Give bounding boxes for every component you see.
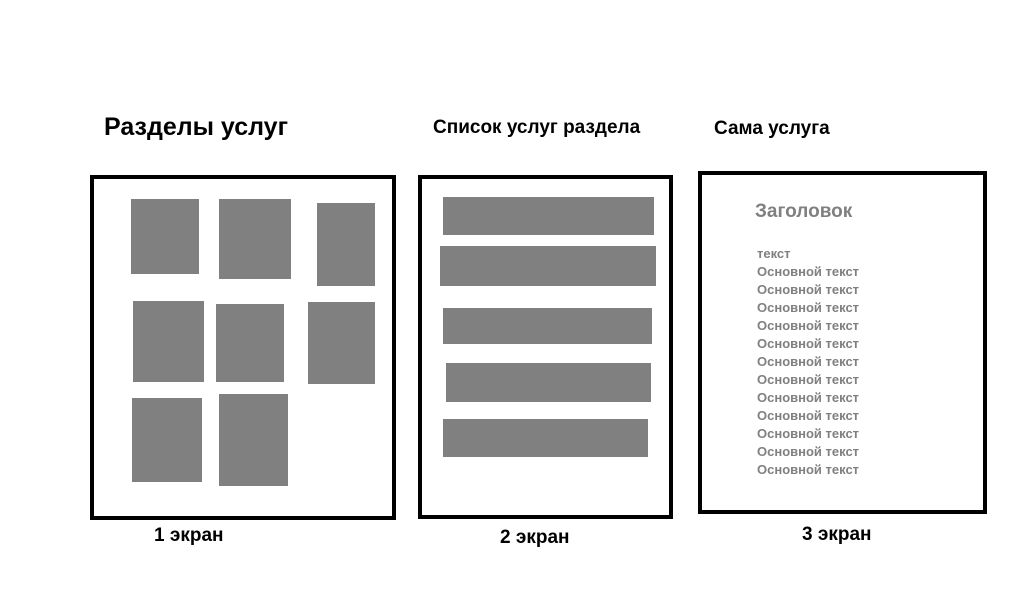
service-row	[440, 246, 656, 286]
content-heading: Заголовок	[755, 201, 853, 222]
section-tile	[132, 398, 202, 482]
content-line: Основной текст	[757, 372, 860, 387]
content-line: Основной текст	[757, 264, 860, 279]
section-tile	[219, 199, 291, 279]
content-line: Основной текст	[757, 444, 860, 459]
screen-1-caption: 1 экран	[154, 525, 224, 546]
content-line: Основной текст	[757, 300, 860, 315]
screen-2-caption: 2 экран	[500, 527, 570, 548]
service-row	[446, 363, 651, 402]
screen-3-caption: 3 экран	[802, 524, 872, 545]
section-tile	[219, 394, 288, 486]
content-text	[757, 245, 859, 479]
section-tile	[216, 304, 284, 382]
section-tile	[133, 301, 204, 382]
service-row	[443, 197, 654, 235]
content-line: Основной текст	[757, 336, 860, 351]
content-line: Основной текст	[757, 282, 860, 297]
section-tile	[317, 203, 375, 286]
content-line: текст	[757, 246, 791, 261]
screen-1-title: Разделы услуг	[104, 113, 288, 141]
content-line: Основной текст	[757, 318, 860, 333]
service-row	[443, 419, 648, 457]
content-line: Основной текст	[757, 390, 860, 405]
section-tile	[131, 199, 199, 274]
screen-3-title: Сама услуга	[714, 118, 830, 139]
content-line: Основной текст	[757, 426, 860, 441]
content-line: Основной текст	[757, 408, 860, 423]
content-line: Основной текст	[757, 462, 860, 477]
service-row	[443, 308, 652, 344]
screen-2-title: Список услуг раздела	[433, 117, 641, 138]
content-line: Основной текст	[757, 354, 860, 369]
section-tile	[308, 302, 375, 384]
